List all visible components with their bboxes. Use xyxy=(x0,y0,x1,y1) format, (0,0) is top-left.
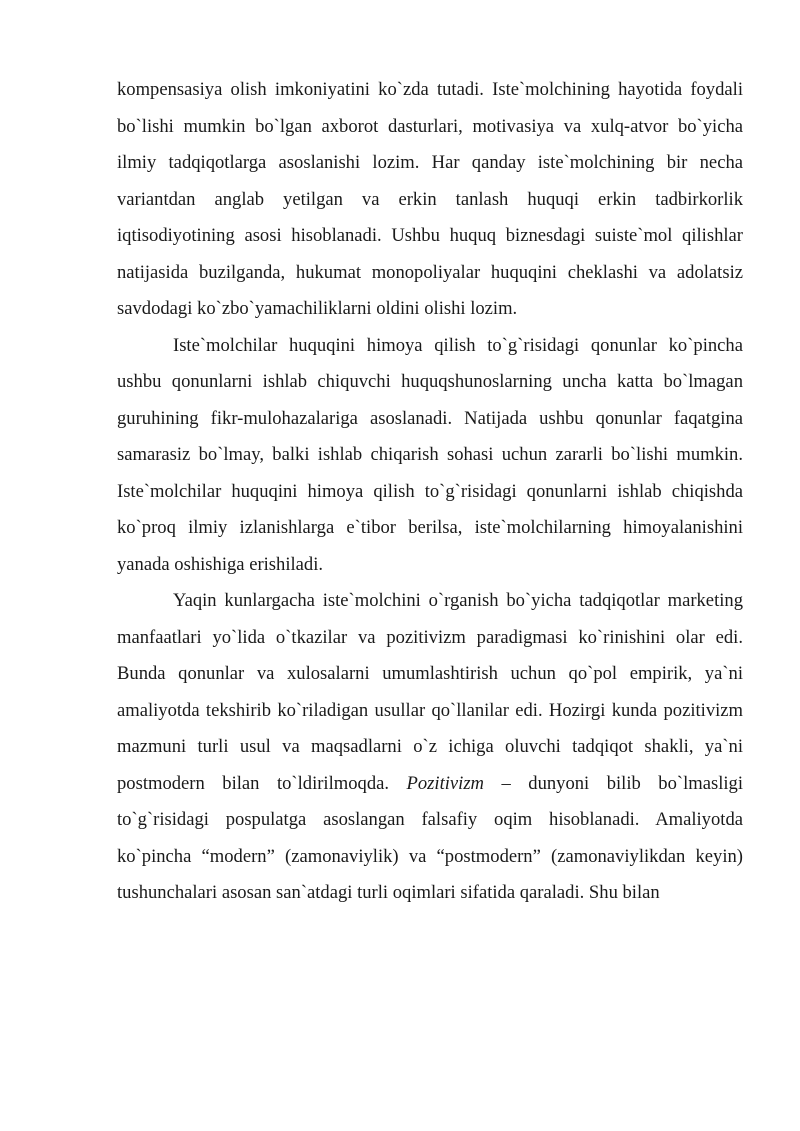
document-page xyxy=(117,72,743,912)
term-pozitivizm: Pozitivizm xyxy=(406,772,484,794)
paragraph-2: Iste`molchilar huquqini himoya qilish to`g`risidagi qonunlar ko`pincha ushbu qonunlarni ishlab chiquvchi huquqshunoslarning uncha katta bo`lmagan guruhining fikr-mulohazalariga asoslanadi. Natijada ushbu qonunlar faqatgina samarasiz bo`lmay, balki ishlab chiqarish sohasi uchun zararli bo`lishi mumkin. Iste`molchilar huquqini himoya qilish to`g`risidagi qonunlarni ishlab chiqishda ko`proq ilmiy izlanishlarga e`tibor berilsa, iste`molchilarning himoyalanishini yanada oshishiga erishiladi. xyxy=(117,334,743,575)
paragraph-3-text-after: – dunyoni bilib bo`lmasligi to`g`risidagi pospulatga asoslangan falsafiy oqim hisoblanadi. Amaliyotda ko`pincha “modern” (zamonaviylik) va “postmodern” (zamonaviylikdan keyin) tushunchalari asosan san`atdagi turli oqimlari sifatida qaraladi. Shu bilan xyxy=(117,772,743,903)
paragraph-3 xyxy=(117,583,743,912)
paragraph-1: kompensasiya olish imkoniyatini ko`zda tutadi. Iste`molchining hayotida foydali bo`lishi mumkin bo`lgan axborot dasturlari, motivasiya va xulq-atvor bo`yicha ilmiy tadqiqotlarga asoslanishi lozim. Har qanday iste`molchining bir necha variantdan anglab yetilgan va erkin tanlash huquqi erkin tadbirkorlik iqtisodiyotining asosi hisoblanadi. Ushbu huquq biznesdagi suiste`mol qilishlar natijasida buzilganda, hukumat monopoliyalar huquqini cheklashi va adolatsiz savdodagi ko`zbo`yamachiliklarni oldini olishi lozim. xyxy=(117,79,743,319)
paragraph-3-text-before: Yaqin kunlargacha iste`molchini o`rganish bo`yicha tadqiqotlar marketing manfaatlari yo`lida o`tkazilar va pozitivizm paradigmasi ko`rinishini olar edi. Bunda qonunlar va xulosalarni umumlashtirish uchun qo`pol empirik, ya`ni amaliyotda tekshirib ko`riladigan usullar qo`llanilar edi. Hozirgi kunda pozitivizm mazmuni turli usul va maqsadlarni o`z ichiga oluvchi tadqiqot shakli, ya`ni postmodern bilan to`ldirilmoqda. xyxy=(117,590,743,794)
